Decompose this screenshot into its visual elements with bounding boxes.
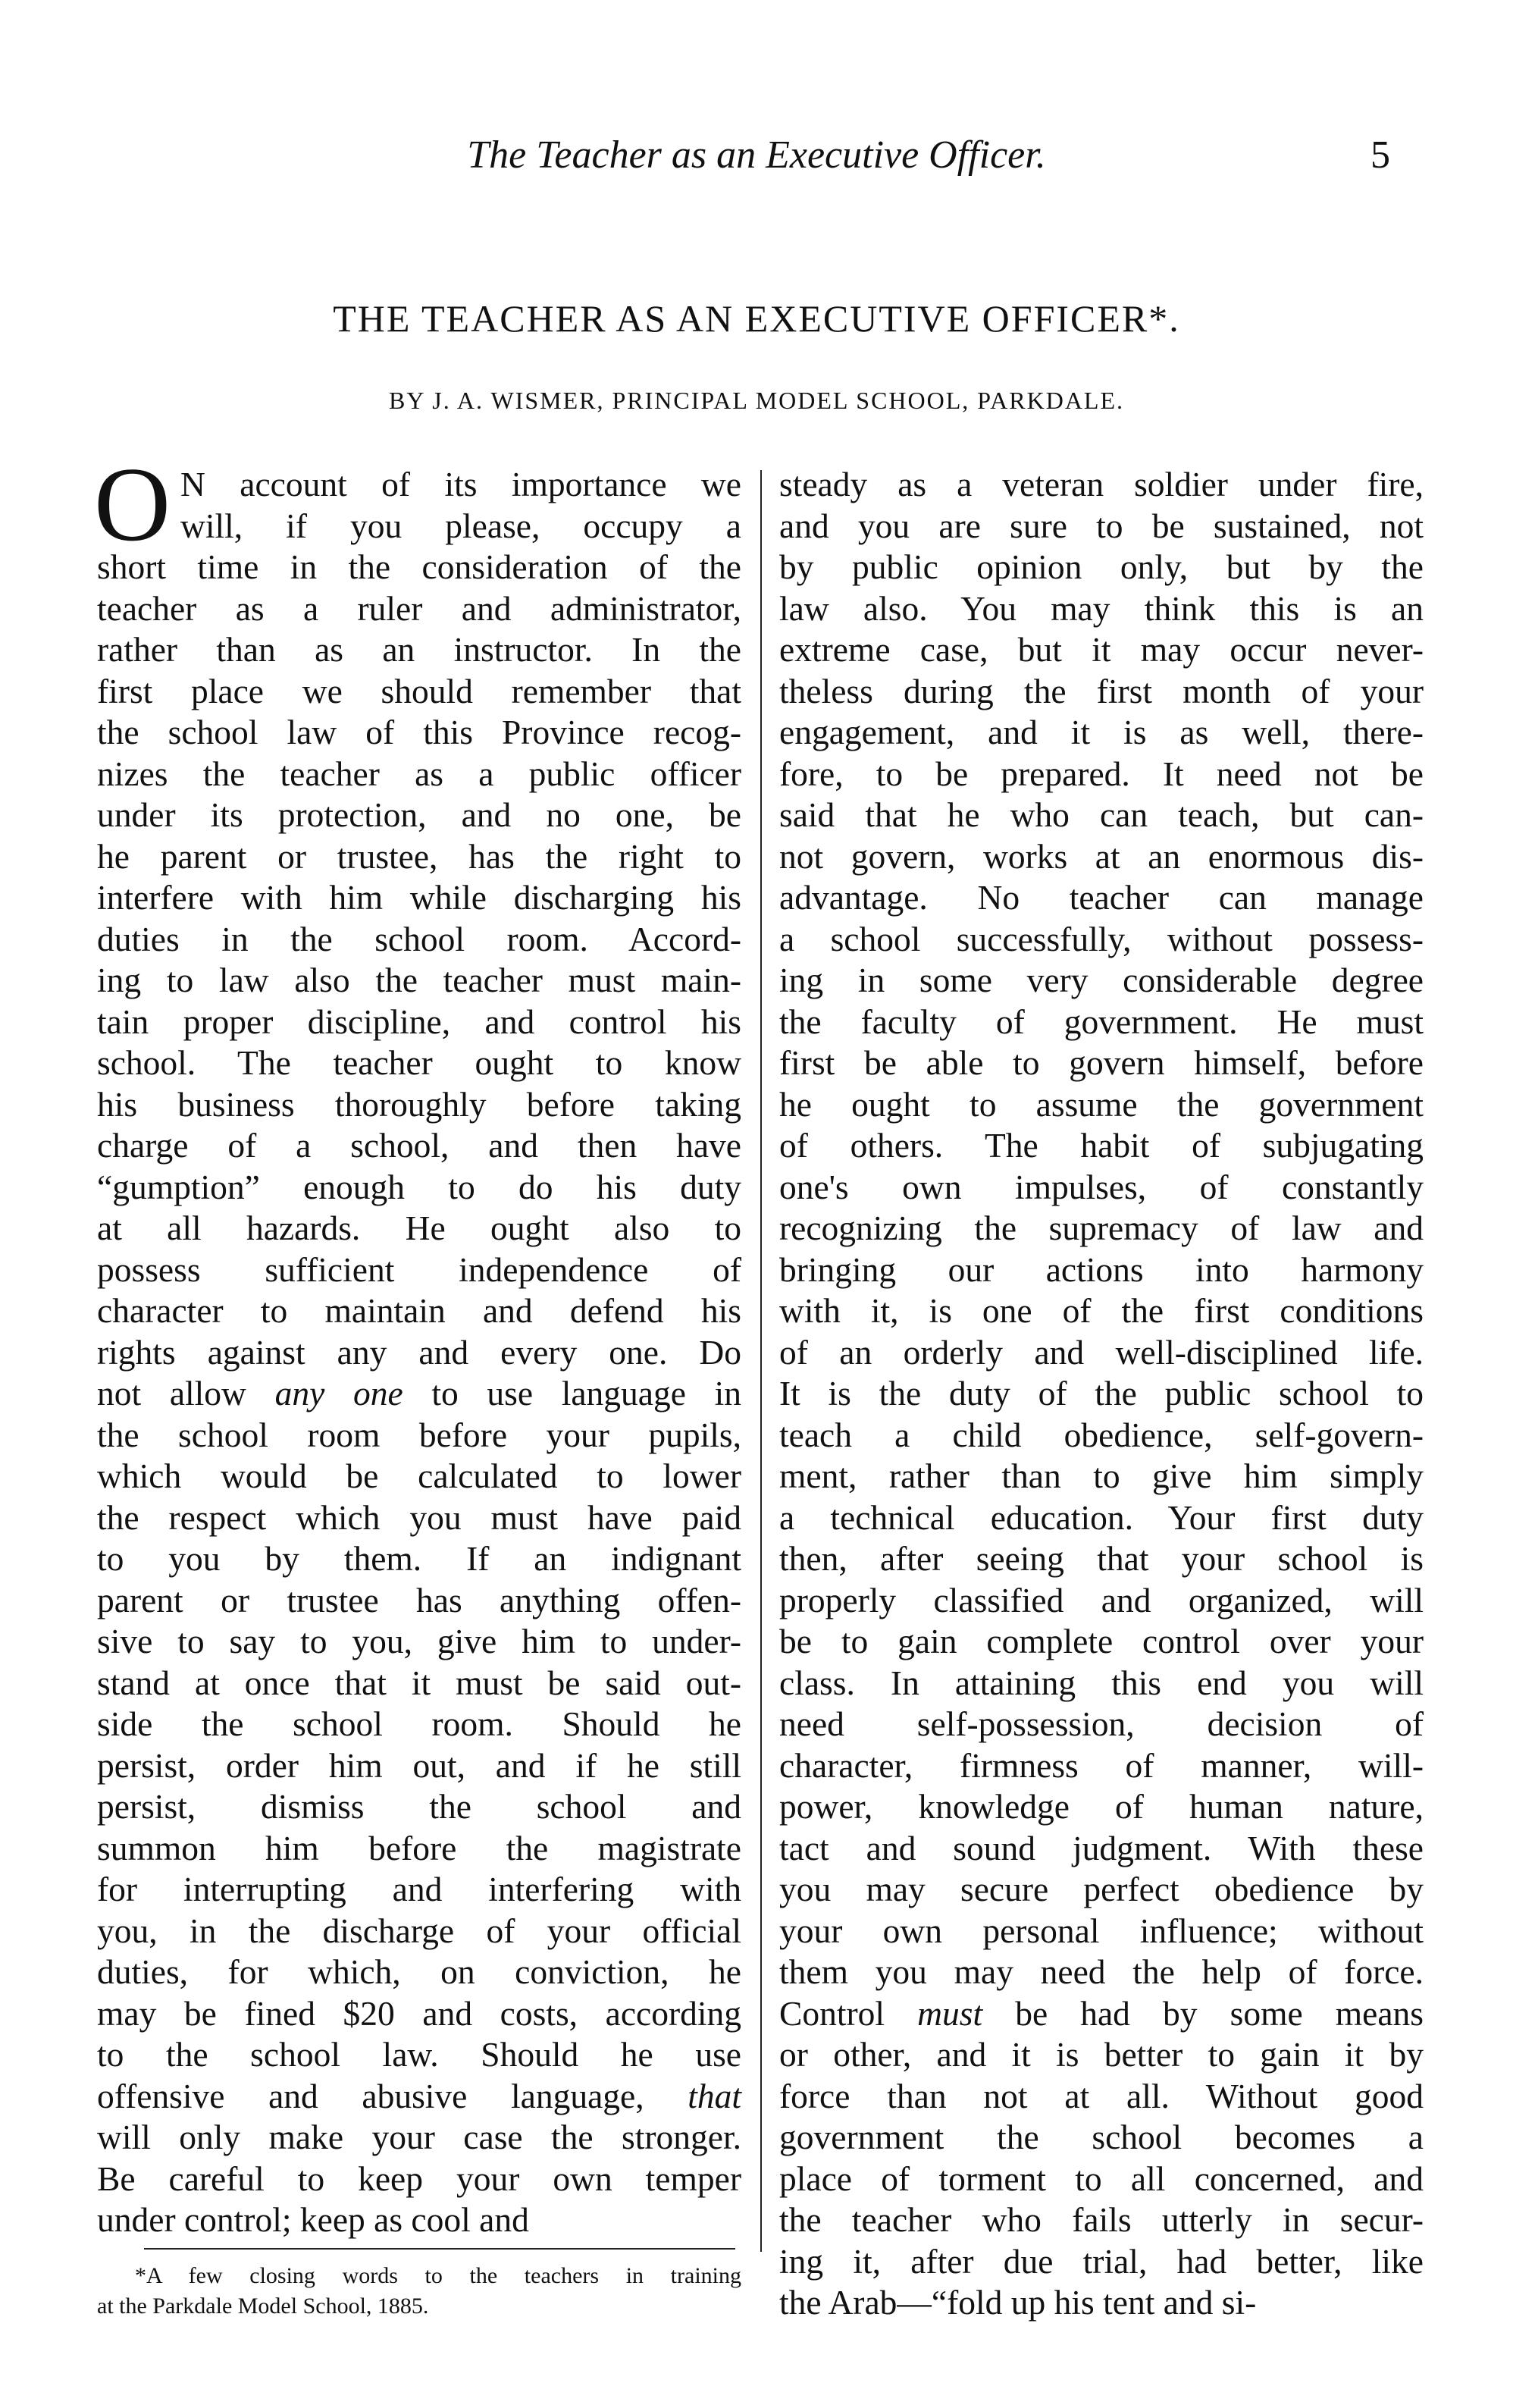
right-column-line: extreme case, but it may occur never- [779, 630, 1424, 669]
right-column-line: class. In attaining this end you will [779, 1663, 1424, 1702]
left-column-line: for interrupting and interfering with [97, 1870, 741, 1908]
footnote-line: *A few closing words to the teachers in training [135, 2263, 741, 2288]
left-column-line: short time in the consideration of the [97, 547, 741, 586]
left-column-line: duties in the school room. Accord- [97, 919, 741, 958]
right-column-line: place of torment to all concerned, and [779, 2159, 1424, 2198]
right-column-line: ment, rather than to give him simply [779, 1456, 1424, 1495]
left-column-line: the respect which you must have paid [97, 1497, 741, 1537]
right-column-line: or other, and it is better to gain it by [779, 2035, 1424, 2074]
right-column-line: fore, to be prepared. It need not be [779, 754, 1424, 793]
right-column-line: one's own impulses, of constantly [779, 1167, 1424, 1206]
right-column-line: the Arab—“fold up his tent and si- [779, 2283, 1257, 2322]
right-column-line: power, knowledge of human nature, [779, 1787, 1424, 1826]
left-column-line: offensive and abusive language, that [97, 2076, 741, 2115]
left-column-line: first place we should remember that [97, 671, 741, 710]
left-column-line: ing to law also the teacher must main- [97, 961, 741, 999]
right-column-line: It is the duty of the public school to [779, 1374, 1424, 1413]
left-column-line: at all hazards. He ought also to [97, 1209, 741, 1247]
right-column-line: government the school becomes a [779, 2118, 1424, 2156]
left-column-line: “gumption” enough to do his duty [97, 1167, 741, 1206]
right-column [779, 464, 1424, 2322]
left-column-line: interfere with him while discharging his [97, 878, 741, 917]
left-column-line: stand at once that it must be said out- [97, 1663, 741, 1702]
drop-cap: O [94, 446, 171, 563]
right-column-line: character, firmness of manner, will- [779, 1745, 1424, 1785]
left-column-line: may be fined $20 and costs, according [97, 1993, 741, 2033]
right-column-line: advantage. No teacher can manage [779, 878, 1424, 917]
left-column-line: sive to say to you, give him to under- [97, 1622, 741, 1660]
right-column-line: not govern, works at an enormous dis- [779, 836, 1424, 876]
left-column-line: which would be calculated to lower [97, 1456, 741, 1495]
right-column-line: of an orderly and well-disciplined life. [779, 1332, 1424, 1372]
column-divider [760, 470, 762, 2252]
right-column-line: Control must be had by some means [779, 1993, 1424, 2033]
left-column-line: school. The teacher ought to know [97, 1043, 741, 1082]
left-column-line: the school law of this Province recog- [97, 713, 741, 751]
right-column-line: you may secure perfect obedience by [779, 1870, 1424, 1908]
left-column-line: parent or trustee has anything offen- [97, 1580, 741, 1619]
left-column-line: you, in the discharge of your official [97, 1911, 741, 1950]
left-column-line: under control; keep as cool and [97, 2200, 529, 2239]
left-column-line: character to maintain and defend his [97, 1291, 741, 1330]
right-column-line: bringing our actions into harmony [779, 1249, 1424, 1289]
right-column-line: of others. The habit of subjugating [779, 1126, 1424, 1165]
left-column-line: to the school law. Should he use [97, 2035, 741, 2074]
left-column-line: summon him before the magistrate [97, 1828, 741, 1867]
right-column-line: your own personal influence; without [779, 1911, 1424, 1950]
right-column-line: and you are sure to be sustained, not [779, 506, 1424, 545]
left-column-line: nizes the teacher as a public officer [97, 754, 741, 793]
right-column-line: law also. You may think this is an [779, 588, 1424, 628]
running-head [0, 129, 1513, 182]
right-column-line: need self-possession, decision of [779, 1704, 1424, 1743]
left-column-line: side the school room. Should he [97, 1704, 741, 1743]
running-title: The Teacher as an Executive Officer. [467, 133, 1046, 177]
right-column-line: a school successfully, without possess- [779, 919, 1424, 958]
left-column-line: his business thoroughly before taking [97, 1084, 741, 1124]
left-column-line: possess sufficient independence of [97, 1249, 741, 1289]
right-column-line: be to gain complete control over your [779, 1622, 1424, 1660]
left-column-line: tain proper discipline, and control his [97, 1002, 741, 1041]
left-column-line: teacher as a ruler and administrator, [97, 588, 741, 628]
right-column-line: engagement, and it is as well, there- [779, 713, 1424, 751]
left-column-line: will only make your case the stronger. [97, 2118, 741, 2156]
left-column-line: rather than as an instructor. In the [97, 630, 741, 669]
left-column-line: under its protection, and no one, be [97, 795, 741, 834]
right-column-line: said that he who can teach, but can- [779, 795, 1424, 834]
footnote-rule [144, 2248, 735, 2250]
left-column-line: rights against any and every one. Do [97, 1332, 741, 1372]
right-column-line: the teacher who fails utterly in secur- [779, 2200, 1424, 2239]
right-column-line: theless during the first month of your [779, 671, 1424, 710]
footnote-line: at the Parkdale Model School, 1885. [97, 2294, 429, 2319]
left-column-line: duties, for which, on conviction, he [97, 1952, 741, 1991]
left-column-line: charge of a school, and then have [97, 1126, 741, 1165]
article-title: THE TEACHER AS AN EXECUTIVE OFFICER*. [333, 297, 1180, 340]
right-column-line: steady as a veteran soldier under fire, [779, 465, 1424, 503]
right-column-line: with it, is one of the first conditions [779, 1291, 1424, 1330]
right-column-line: a technical education. Your first duty [779, 1497, 1424, 1537]
left-column-line: Be careful to keep your own temper [97, 2159, 741, 2198]
right-column-line: ing it, after due trial, had better, like [779, 2241, 1424, 2281]
left-column [97, 464, 741, 2284]
right-column-line: then, after seeing that your school is [779, 1539, 1424, 1578]
right-column-line: teach a child obedience, self-govern- [779, 1415, 1424, 1454]
page-number: 5 [1370, 133, 1390, 177]
right-column-line: the faculty of government. He must [779, 1002, 1424, 1041]
right-column-line: them you may need the help of force. [779, 1952, 1424, 1991]
left-column-line: N account of its importance we [180, 465, 741, 503]
left-column-line: will, if you please, occupy a [180, 506, 741, 545]
left-column-line: he parent or trustee, has the right to [97, 836, 741, 876]
right-column-line: first be able to govern himself, before [779, 1043, 1424, 1082]
left-column-line: not allow any one to use language in [97, 1374, 741, 1413]
left-column-line: the school room before your pupils, [97, 1415, 741, 1454]
right-column-line: he ought to assume the government [779, 1084, 1424, 1124]
footnote [97, 2261, 741, 2322]
left-column-line: persist, dismiss the school and [97, 1787, 741, 1826]
right-column-line: force than not at all. Without good [779, 2076, 1424, 2115]
left-column-line: persist, order him out, and if he still [97, 1745, 741, 1785]
right-column-line: properly classified and organized, will [779, 1580, 1424, 1619]
right-column-line: ing in some very considerable degree [779, 961, 1424, 999]
byline: BY J. A. WISMER, PRINCIPAL MODEL SCHOOL, PARKDALE. [388, 387, 1125, 414]
right-column-line: by public opinion only, but by the [779, 547, 1424, 586]
left-column-line: to you by them. If an indignant [97, 1539, 741, 1578]
right-column-line: tact and sound judgment. With these [779, 1828, 1424, 1867]
right-column-line: recognizing the supremacy of law and [779, 1209, 1424, 1247]
